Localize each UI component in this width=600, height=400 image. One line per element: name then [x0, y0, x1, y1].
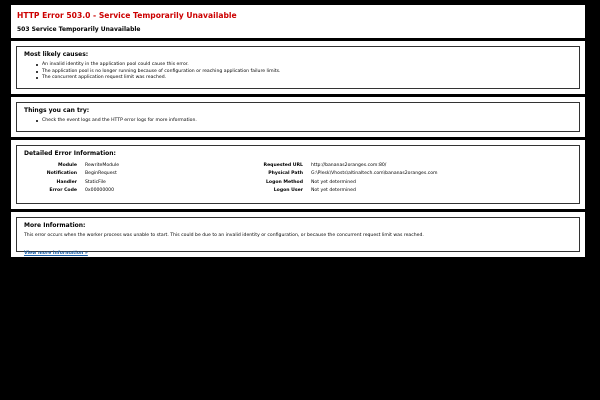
detail-row-error-code — [24, 187, 119, 196]
detail-row-notification — [24, 170, 119, 179]
detail-label: Requested URL — [263, 162, 303, 168]
detail-label: Notification — [46, 171, 77, 177]
detailed-error-section — [11, 140, 585, 209]
detail-value: StaticFile — [85, 179, 106, 185]
detail-row-module — [24, 161, 119, 170]
more-information-heading: More Information: — [24, 222, 86, 229]
view-more-information-link[interactable]: View more information » — [24, 251, 88, 256]
likely-causes-box — [16, 46, 580, 89]
detail-value: RewriteModule — [85, 162, 120, 168]
detail-left-column — [24, 161, 119, 195]
detail-row-logon-user — [218, 187, 438, 196]
detail-row-requested-url — [218, 161, 438, 170]
list-item: An invalid identity in the application pool could cause this error. — [42, 62, 572, 69]
detail-value: Not yet determined — [311, 179, 356, 185]
detail-row-logon-method — [218, 178, 438, 187]
detail-value: BeginRequest — [85, 171, 117, 177]
list-item: Check the event logs and the HTTP error logs for more information. — [42, 118, 572, 125]
error-header — [11, 5, 585, 38]
things-to-try-list — [24, 118, 572, 125]
detail-label: Physical Path — [268, 171, 303, 177]
likely-causes-heading: Most likely causes: — [24, 51, 89, 58]
things-to-try-heading: Things you can try: — [24, 107, 90, 114]
detail-row-handler — [24, 178, 119, 187]
more-information-text: This error occurs when the worker process was unable to start. This could be due to an invalid identity or configuration, or because the concurrent request limit was reached. — [24, 233, 424, 238]
detailed-error-box — [16, 145, 580, 204]
error-subtitle: 503 Service Temporarily Unavailable — [17, 26, 141, 33]
detail-label: Handler — [56, 179, 77, 185]
detail-value: Not yet determined — [311, 188, 356, 194]
detail-label: Logon User — [273, 188, 303, 194]
detail-table — [24, 161, 572, 201]
more-information-box — [16, 217, 580, 256]
things-to-try-box — [16, 102, 580, 132]
likely-causes-section — [11, 41, 585, 94]
detail-value: G:\Plesk\Vhosts\altinaltech.com\bananas2oranges.com — [311, 171, 438, 177]
list-item: The concurrent application request limit was reached. — [42, 75, 572, 82]
detail-value: http://bananas2oranges.com:80/ — [311, 162, 387, 168]
detailed-error-heading: Detailed Error Information: — [24, 150, 116, 157]
detail-right-column — [218, 161, 438, 195]
detail-value: 0x00000000 — [85, 188, 115, 194]
detail-label: Logon Method — [266, 179, 303, 185]
error-title: HTTP Error 503.0 - Service Temporarily Unavailable — [17, 11, 237, 20]
list-item: The application pool is no longer running because of configuration or reaching application failure limits. — [42, 69, 572, 76]
things-to-try-section — [11, 97, 585, 137]
likely-causes-list — [24, 62, 572, 82]
more-information-section — [11, 212, 585, 257]
detail-row-physical-path — [218, 170, 438, 179]
detail-label: Module — [58, 162, 77, 168]
detail-label: Error Code — [49, 188, 77, 194]
